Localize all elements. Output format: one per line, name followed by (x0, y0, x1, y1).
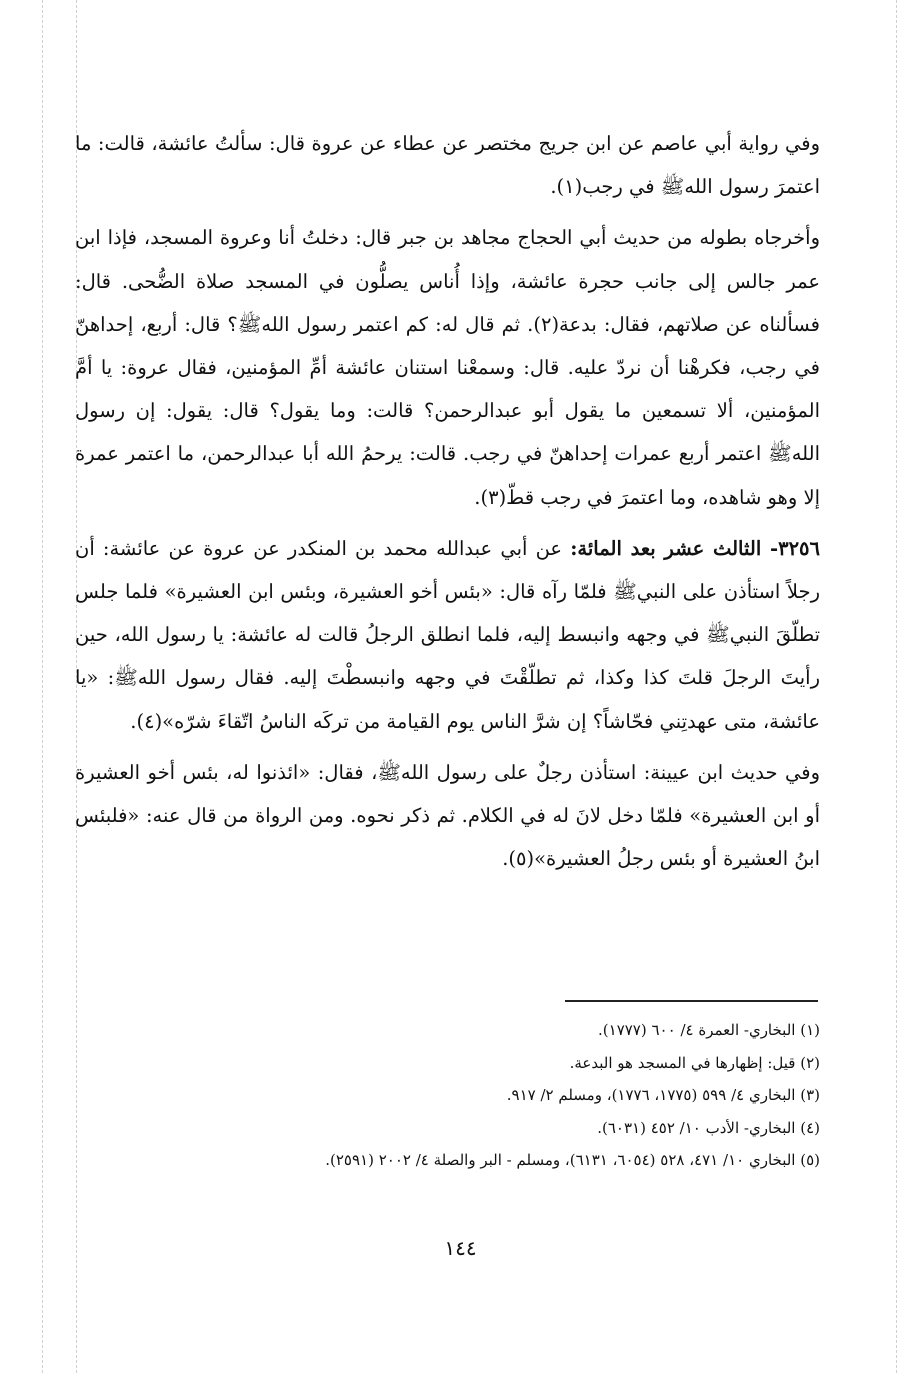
paragraph: وفي رواية أبي عاصم عن ابن جريج مختصر عن عطاء عن عروة قال: سألتُ عائشة، قالت: ما اعتمرَ رسول اللهﷺ في رجب(١). (75, 132, 820, 199)
paragraph: وأخرجاه بطوله من حديث أبي الحجاج مجاهد بن جبر قال: دخلتُ أنا وعروة المسجد، فإذا ابن عمر جالس إلى جانب حجرة عائشة، وإذا أُناس يصلُّون في المسجد صلاة الضُّحى. قال: فسألناه عن صلاتهم، فقال: بدعة(٢). ثم قال له: كم اعتمر رسول اللهﷺ؟ قال: أربع، إحداهنّ في رجب، فكرهْنا أن نردّ عليه. قال: وسمعْنا استنان عائشة أمِّ المؤمنين، فقال عروة: يا أمَّ المؤمنين، ألا تسمعين ما يقول أبو عبدالرحمن؟ قالت: وما يقول؟ قال: يقول: إن رسول اللهﷺ اعتمر أربع عمرات إحداهنّ في رجب. قالت: يرحمُ الله أبا عبدالرحمن، ما اعتمر عمرة إلا وهو شاهده، وما اعتمرَ في رجب قطّ(٣). (75, 226, 820, 509)
hadith-paragraph (75, 527, 820, 743)
footnote: (١) البخاري- العمرة ٤/ ٦٠٠ (١٧٧٧). (598, 1021, 820, 1039)
scan-line (896, 0, 897, 1373)
footnote: (٣) البخاري ٤/ ٥٩٩ (١٧٧٥، ١٧٧٦)، ومسلم ٢/ ٩١٧. (506, 1086, 820, 1104)
footnotes (90, 1014, 820, 1177)
hadith-heading: ٣٢٥٦- الثالث عشر بعد المائة: (570, 536, 820, 560)
hadith-body: عن أبي عبدالله محمد بن المنكدر عن عروة عن عائشة: أن رجلاً استأذن على النبيﷺ فلمّا رآه قال: «بئس أخو العشيرة، وبئس ابن العشيرة» فلما جلس تطلّقَ النبيﷺ في وجهه وانبسط إليه، فلما انطلق الرجلُ قالت له عائشة: يا رسول الله، حين رأيتَ الرجلَ قلتَ كذا وكذا، ثم تطلّقْتَ في وجهه وانبسطْتَ إليه. فقال رسول اللهﷺ: «يا عائشة، متى عهدتِني فحّاشاً؟ إن شرَّ الناس يوم القيامة من تركَه الناسُ اتّقاءَ شرّه»(٤). (75, 536, 820, 733)
footnote: (٢) قيل: إظهارها في المسجد هو البدعة. (569, 1053, 820, 1072)
paragraph: وفي حديث ابن عيينة: استأذن رجلٌ على رسول اللهﷺ، فقال: «ائذنوا له، بئس أخو العشيرة أو ابن العشيرة» فلمّا دخل لانَ له في الكلام. ثم ذكر نحوه. ومن الرواة من قال عنه: «فلبئس ابنُ العشيرة أو بئس رجلُ العشيرة»(٥). (75, 760, 820, 871)
page-number: ١٤٤ (444, 1236, 477, 1260)
main-text (75, 122, 820, 888)
footnote: (٤) البخاري- الأدب ١٠/ ٤٥٢ (٦٠٣١). (597, 1118, 820, 1137)
footnote-divider (565, 1000, 818, 1002)
footnote: (٥) البخاري ١٠/ ٤٧١، ٥٢٨ (٦٠٥٤، ٦١٣١)، ومسلم - البر والصلة ٤/ ٢٠٠٢ (٢٥٩١). (325, 1151, 820, 1169)
scan-line (42, 0, 43, 1373)
